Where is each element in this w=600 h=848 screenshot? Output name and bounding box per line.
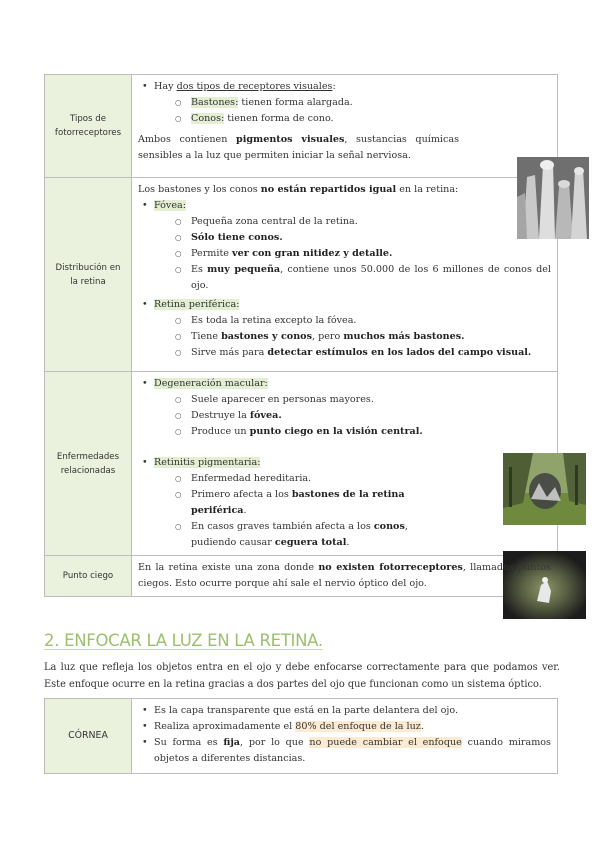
list-item: ○ Sirve más para detectar estímulos en los lados del campo visual. (154, 345, 551, 361)
row-label: Enfermedades relacionadas (45, 372, 132, 556)
bullet-list (138, 376, 455, 551)
row-label: Distribución en la retina (45, 178, 132, 372)
list-item: ○ Produce un punto ciego en la visión central. (154, 424, 455, 440)
list-item: • Fóvea: ○ Pequeña zona central de la retina. ○ Sólo tiene conos. ○ Permite ver con gran nitidez y detalle. ○ Es muy pequeña, contiene unos 50.000 de los 6 millones de conos del ojo. (138, 198, 551, 294)
list-item: • Realiza aproximadamente el 80% del enfoque de la luz. (138, 719, 551, 735)
list-item: ○ Permite ver con gran nitidez y detalle. (154, 246, 551, 262)
list-item: • Es la capa transparente que está en la parte delantera del ojo. (138, 703, 551, 719)
list-item: ○ Destruye la fóvea. (154, 408, 455, 424)
row-label: Tipos de fotorreceptores (45, 75, 132, 178)
row-label: Punto ciego (45, 556, 132, 597)
list-item: • Retina periférica: ○ Es toda la retina excepto la fóvea. ○ Tiene bastones y conos, pero muchos más bastones. ○ Sirve más para detectar estímulos en los lados del campo visual. (138, 297, 551, 361)
list-item: • Su forma es fija, por lo que no puede cambiar el enfoque cuando miramos objetos a diferentes distancias. (138, 735, 551, 767)
table-row (45, 699, 558, 774)
list-item: ○ Conos: tienen forma de cono. (154, 111, 459, 127)
list-item: ○ Suele aparecer en personas mayores. (154, 392, 455, 408)
table-row (45, 556, 558, 597)
list-item: ○ Bastones: tienen forma alargada. (154, 95, 459, 111)
paragraph: En la retina existe una zona donde no existen fotorreceptores, llamados puntos ciegos. Esto ocurre porque ahí sale el nervio óptico del ojo. (138, 562, 551, 589)
list-item: ○ Es muy pequeña, contiene unos 50.000 de los 6 millones de conos del ojo. (154, 262, 551, 294)
list-item: ○ Tiene bastones y conos, pero muchos más bastones. (154, 329, 551, 345)
paragraph: Ambos contienen pigmentos visuales, sustancias químicas sensibles a la luz que permiten iniciar la señal nerviosa. (138, 134, 459, 161)
list-item: ○ Primero afecta a los bastones de la retina periférica. (154, 487, 455, 519)
main-table (44, 74, 558, 597)
list-item: ○ Es toda la retina excepto la fóvea. (154, 313, 551, 329)
bullet-list (138, 79, 459, 127)
paragraph: Los bastones y los conos no están repartidos igual en la retina: (138, 184, 459, 195)
list-item: ○ Enfermedad hereditaria. (154, 471, 455, 487)
bullet-list (138, 198, 551, 361)
list-item: ○ Pequeña zona central de la retina. (154, 214, 551, 230)
row-label: CÓRNEA (45, 699, 132, 774)
bullet-list (138, 703, 551, 767)
list-item: • Degeneración macular: ○ Suele aparecer en personas mayores. ○ Destruye la fóvea. ○ Produce un punto ciego en la visión central. (138, 376, 455, 440)
table-row (45, 178, 558, 372)
list-item: • Hay dos tipos de receptores visuales: ○ Bastones: tienen forma alargada. ○ Conos: tienen forma de cono. (138, 79, 459, 127)
section-heading: 2. ENFOCAR LA LUZ EN LA RETINA. (44, 631, 323, 650)
list-item: ○ En casos graves también afecta a los conos, pudiendo causar ceguera total. (154, 519, 455, 551)
cornea-table (44, 698, 558, 774)
table-row (45, 372, 558, 556)
list-item: • Retinitis pigmentaria: ○ Enfermedad hereditaria. ○ Primero afecta a los bastones de la retina periférica. ○ En casos graves también afecta a los conos, pudiendo causar ceguera total. (138, 455, 455, 551)
table-row (45, 75, 558, 178)
macular-degeneration-image (503, 453, 586, 525)
section-intro: La luz que refleja los objetos entra en el ojo y debe enfocarse correctamente para que podamos ver. Este enfoque ocurre en la retina gracias a dos partes del ojo que funcionan como un sistema óptico. (44, 662, 560, 690)
list-item: ○ Sólo tiene conos. (154, 230, 551, 246)
